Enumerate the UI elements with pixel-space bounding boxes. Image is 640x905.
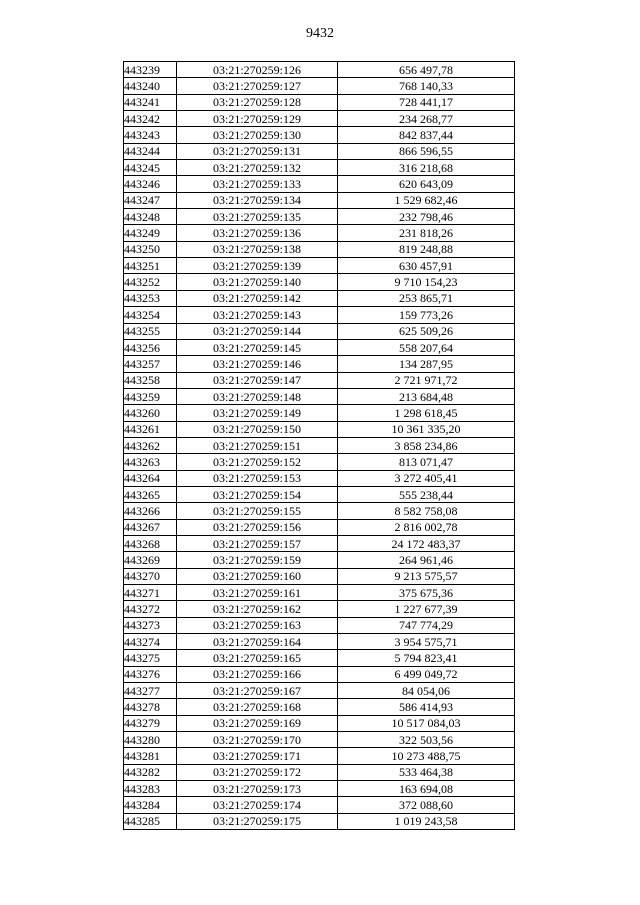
table-row <box>124 274 515 290</box>
cadastral-number-cell: 03:21:270259:174 <box>177 797 338 813</box>
page-number: 9432 <box>306 26 334 41</box>
cadastral-number-cell: 03:21:270259:132 <box>177 160 338 176</box>
cadastral-number-cell: 03:21:270259:165 <box>177 650 338 666</box>
row-number-cell: 443267 <box>124 519 177 535</box>
cadastral-value-cell: 134 287,95 <box>338 356 515 372</box>
table-row <box>124 62 515 78</box>
row-number-cell: 443265 <box>124 486 177 502</box>
cadastral-value-cell: 3 954 575,71 <box>338 634 515 650</box>
cadastral-value-cell: 1 529 682,46 <box>338 192 515 208</box>
cadastral-value-cell: 3 858 234,86 <box>338 437 515 453</box>
row-number-cell: 443261 <box>124 421 177 437</box>
cadastral-number-cell: 03:21:270259:142 <box>177 290 338 306</box>
cadastral-value-cell: 84 054,06 <box>338 683 515 699</box>
cadastral-value-cell: 24 172 483,37 <box>338 535 515 551</box>
cadastral-number-cell: 03:21:270259:127 <box>177 78 338 94</box>
cadastral-number-cell: 03:21:270259:162 <box>177 601 338 617</box>
table-row <box>124 111 515 127</box>
cadastral-value-cell: 213 684,48 <box>338 388 515 404</box>
cadastral-value-cell: 231 818,26 <box>338 225 515 241</box>
cadastral-number-cell: 03:21:270259:147 <box>177 372 338 388</box>
row-number-cell: 443263 <box>124 454 177 470</box>
table-row <box>124 339 515 355</box>
cadastral-number-cell: 03:21:270259:170 <box>177 732 338 748</box>
cadastral-value-cell: 586 414,93 <box>338 699 515 715</box>
cadastral-value-cell: 5 794 823,41 <box>338 650 515 666</box>
row-number-cell: 443247 <box>124 192 177 208</box>
cadastral-value-cell: 728 441,17 <box>338 94 515 110</box>
row-number-cell: 443276 <box>124 666 177 682</box>
row-number-cell: 443257 <box>124 356 177 372</box>
table-row <box>124 405 515 421</box>
cadastral-number-cell: 03:21:270259:143 <box>177 307 338 323</box>
row-number-cell: 443268 <box>124 535 177 551</box>
cadastral-number-cell: 03:21:270259:157 <box>177 535 338 551</box>
cadastral-value-cell: 372 088,60 <box>338 797 515 813</box>
row-number-cell: 443271 <box>124 585 177 601</box>
cadastral-number-cell: 03:21:270259:131 <box>177 143 338 159</box>
cadastral-number-cell: 03:21:270259:135 <box>177 209 338 225</box>
cadastral-value-cell: 2 721 971,72 <box>338 372 515 388</box>
cadastral-value-cell: 866 596,55 <box>338 143 515 159</box>
row-number-cell: 443282 <box>124 764 177 780</box>
cadastral-number-cell: 03:21:270259:152 <box>177 454 338 470</box>
row-number-cell: 443264 <box>124 470 177 486</box>
row-number-cell: 443272 <box>124 601 177 617</box>
table-row <box>124 781 515 797</box>
table-row <box>124 503 515 519</box>
row-number-cell: 443266 <box>124 503 177 519</box>
table-row <box>124 323 515 339</box>
table-row <box>124 192 515 208</box>
table-row <box>124 372 515 388</box>
cadastral-value-cell: 630 457,91 <box>338 258 515 274</box>
table-row <box>124 127 515 143</box>
cadastral-number-cell: 03:21:270259:150 <box>177 421 338 437</box>
row-number-cell: 443252 <box>124 274 177 290</box>
cadastral-value-cell: 8 582 758,08 <box>338 503 515 519</box>
row-number-cell: 443260 <box>124 405 177 421</box>
table-body <box>124 62 515 830</box>
row-number-cell: 443275 <box>124 650 177 666</box>
cadastral-value-cell: 747 774,29 <box>338 617 515 633</box>
table-row <box>124 209 515 225</box>
cadastral-number-cell: 03:21:270259:155 <box>177 503 338 519</box>
cadastral-value-table <box>123 61 515 830</box>
row-number-cell: 443255 <box>124 323 177 339</box>
table-row <box>124 650 515 666</box>
cadastral-value-cell: 9 710 154,23 <box>338 274 515 290</box>
cadastral-number-cell: 03:21:270259:129 <box>177 111 338 127</box>
cadastral-number-cell: 03:21:270259:164 <box>177 634 338 650</box>
table-row <box>124 241 515 257</box>
cadastral-value-cell: 6 499 049,72 <box>338 666 515 682</box>
table-row <box>124 160 515 176</box>
row-number-cell: 443269 <box>124 552 177 568</box>
row-number-cell: 443253 <box>124 290 177 306</box>
cadastral-number-cell: 03:21:270259:133 <box>177 176 338 192</box>
cadastral-value-cell: 656 497,78 <box>338 62 515 78</box>
row-number-cell: 443249 <box>124 225 177 241</box>
row-number-cell: 443281 <box>124 748 177 764</box>
table-row <box>124 519 515 535</box>
cadastral-value-cell: 2 816 002,78 <box>338 519 515 535</box>
cadastral-number-cell: 03:21:270259:163 <box>177 617 338 633</box>
table-row <box>124 258 515 274</box>
row-number-cell: 443241 <box>124 94 177 110</box>
table-row <box>124 748 515 764</box>
cadastral-number-cell: 03:21:270259:130 <box>177 127 338 143</box>
row-number-cell: 443254 <box>124 307 177 323</box>
cadastral-number-cell: 03:21:270259:173 <box>177 781 338 797</box>
cadastral-number-cell: 03:21:270259:171 <box>177 748 338 764</box>
cadastral-value-cell: 375 675,36 <box>338 585 515 601</box>
cadastral-value-cell: 232 798,46 <box>338 209 515 225</box>
cadastral-value-cell: 625 509,26 <box>338 323 515 339</box>
cadastral-number-cell: 03:21:270259:145 <box>177 339 338 355</box>
cadastral-number-cell: 03:21:270259:166 <box>177 666 338 682</box>
row-number-cell: 443239 <box>124 62 177 78</box>
table-row <box>124 535 515 551</box>
table-row <box>124 78 515 94</box>
table-row <box>124 388 515 404</box>
cadastral-value-cell: 842 837,44 <box>338 127 515 143</box>
table-row <box>124 421 515 437</box>
row-number-cell: 443273 <box>124 617 177 633</box>
cadastral-number-cell: 03:21:270259:139 <box>177 258 338 274</box>
cadastral-number-cell: 03:21:270259:153 <box>177 470 338 486</box>
cadastral-number-cell: 03:21:270259:148 <box>177 388 338 404</box>
table-row <box>124 797 515 813</box>
table-row <box>124 290 515 306</box>
table-row <box>124 683 515 699</box>
table-row <box>124 715 515 731</box>
row-number-cell: 443242 <box>124 111 177 127</box>
cadastral-number-cell: 03:21:270259:126 <box>177 62 338 78</box>
cadastral-number-cell: 03:21:270259:168 <box>177 699 338 715</box>
table-row <box>124 552 515 568</box>
cadastral-value-cell: 620 643,09 <box>338 176 515 192</box>
cadastral-value-cell: 533 464,38 <box>338 764 515 780</box>
table-row <box>124 666 515 682</box>
cadastral-number-cell: 03:21:270259:140 <box>177 274 338 290</box>
cadastral-value-cell: 768 140,33 <box>338 78 515 94</box>
table-row <box>124 813 515 829</box>
cadastral-value-cell: 9 213 575,57 <box>338 568 515 584</box>
cadastral-number-cell: 03:21:270259:161 <box>177 585 338 601</box>
cadastral-number-cell: 03:21:270259:172 <box>177 764 338 780</box>
cadastral-value-cell: 264 961,46 <box>338 552 515 568</box>
cadastral-number-cell: 03:21:270259:146 <box>177 356 338 372</box>
row-number-cell: 443256 <box>124 339 177 355</box>
row-number-cell: 443251 <box>124 258 177 274</box>
row-number-cell: 443250 <box>124 241 177 257</box>
row-number-cell: 443280 <box>124 732 177 748</box>
table-row <box>124 470 515 486</box>
cadastral-value-cell: 1 298 618,45 <box>338 405 515 421</box>
row-number-cell: 443284 <box>124 797 177 813</box>
cadastral-number-cell: 03:21:270259:134 <box>177 192 338 208</box>
table-row <box>124 94 515 110</box>
row-number-cell: 443270 <box>124 568 177 584</box>
table-row <box>124 699 515 715</box>
cadastral-value-cell: 159 773,26 <box>338 307 515 323</box>
cadastral-value-cell: 558 207,64 <box>338 339 515 355</box>
row-number-cell: 443244 <box>124 143 177 159</box>
cadastral-value-cell: 555 238,44 <box>338 486 515 502</box>
row-number-cell: 443279 <box>124 715 177 731</box>
cadastral-value-cell: 3 272 405,41 <box>338 470 515 486</box>
table-row <box>124 225 515 241</box>
row-number-cell: 443243 <box>124 127 177 143</box>
cadastral-number-cell: 03:21:270259:156 <box>177 519 338 535</box>
table-row <box>124 568 515 584</box>
cadastral-value-cell: 10 361 335,20 <box>338 421 515 437</box>
cadastral-number-cell: 03:21:270259:128 <box>177 94 338 110</box>
cadastral-number-cell: 03:21:270259:136 <box>177 225 338 241</box>
table-row <box>124 634 515 650</box>
table-row <box>124 307 515 323</box>
table-row <box>124 764 515 780</box>
cadastral-value-cell: 322 503,56 <box>338 732 515 748</box>
row-number-cell: 443248 <box>124 209 177 225</box>
cadastral-value-cell: 163 694,08 <box>338 781 515 797</box>
table-row <box>124 601 515 617</box>
cadastral-value-cell: 1 019 243,58 <box>338 813 515 829</box>
row-number-cell: 443259 <box>124 388 177 404</box>
cadastral-value-cell: 813 071,47 <box>338 454 515 470</box>
table-row <box>124 617 515 633</box>
cadastral-number-cell: 03:21:270259:144 <box>177 323 338 339</box>
cadastral-value-cell: 1 227 677,39 <box>338 601 515 617</box>
cadastral-number-cell: 03:21:270259:151 <box>177 437 338 453</box>
row-number-cell: 443246 <box>124 176 177 192</box>
row-number-cell: 443240 <box>124 78 177 94</box>
cadastral-value-cell: 10 273 488,75 <box>338 748 515 764</box>
table-row <box>124 585 515 601</box>
cadastral-number-cell: 03:21:270259:169 <box>177 715 338 731</box>
row-number-cell: 443278 <box>124 699 177 715</box>
cadastral-value-cell: 234 268,77 <box>338 111 515 127</box>
cadastral-value-cell: 253 865,71 <box>338 290 515 306</box>
table-row <box>124 454 515 470</box>
row-number-cell: 443245 <box>124 160 177 176</box>
table-row <box>124 356 515 372</box>
row-number-cell: 443285 <box>124 813 177 829</box>
cadastral-number-cell: 03:21:270259:159 <box>177 552 338 568</box>
table-row <box>124 732 515 748</box>
table-row <box>124 437 515 453</box>
cadastral-number-cell: 03:21:270259:149 <box>177 405 338 421</box>
row-number-cell: 443262 <box>124 437 177 453</box>
cadastral-number-cell: 03:21:270259:160 <box>177 568 338 584</box>
cadastral-number-cell: 03:21:270259:175 <box>177 813 338 829</box>
row-number-cell: 443277 <box>124 683 177 699</box>
cadastral-number-cell: 03:21:270259:138 <box>177 241 338 257</box>
cadastral-number-cell: 03:21:270259:167 <box>177 683 338 699</box>
row-number-cell: 443274 <box>124 634 177 650</box>
table-row <box>124 143 515 159</box>
cadastral-value-cell: 10 517 084,03 <box>338 715 515 731</box>
table-row <box>124 486 515 502</box>
table-row <box>124 176 515 192</box>
cadastral-value-cell: 819 248,88 <box>338 241 515 257</box>
cadastral-value-cell: 316 218,68 <box>338 160 515 176</box>
row-number-cell: 443258 <box>124 372 177 388</box>
cadastral-number-cell: 03:21:270259:154 <box>177 486 338 502</box>
row-number-cell: 443283 <box>124 781 177 797</box>
